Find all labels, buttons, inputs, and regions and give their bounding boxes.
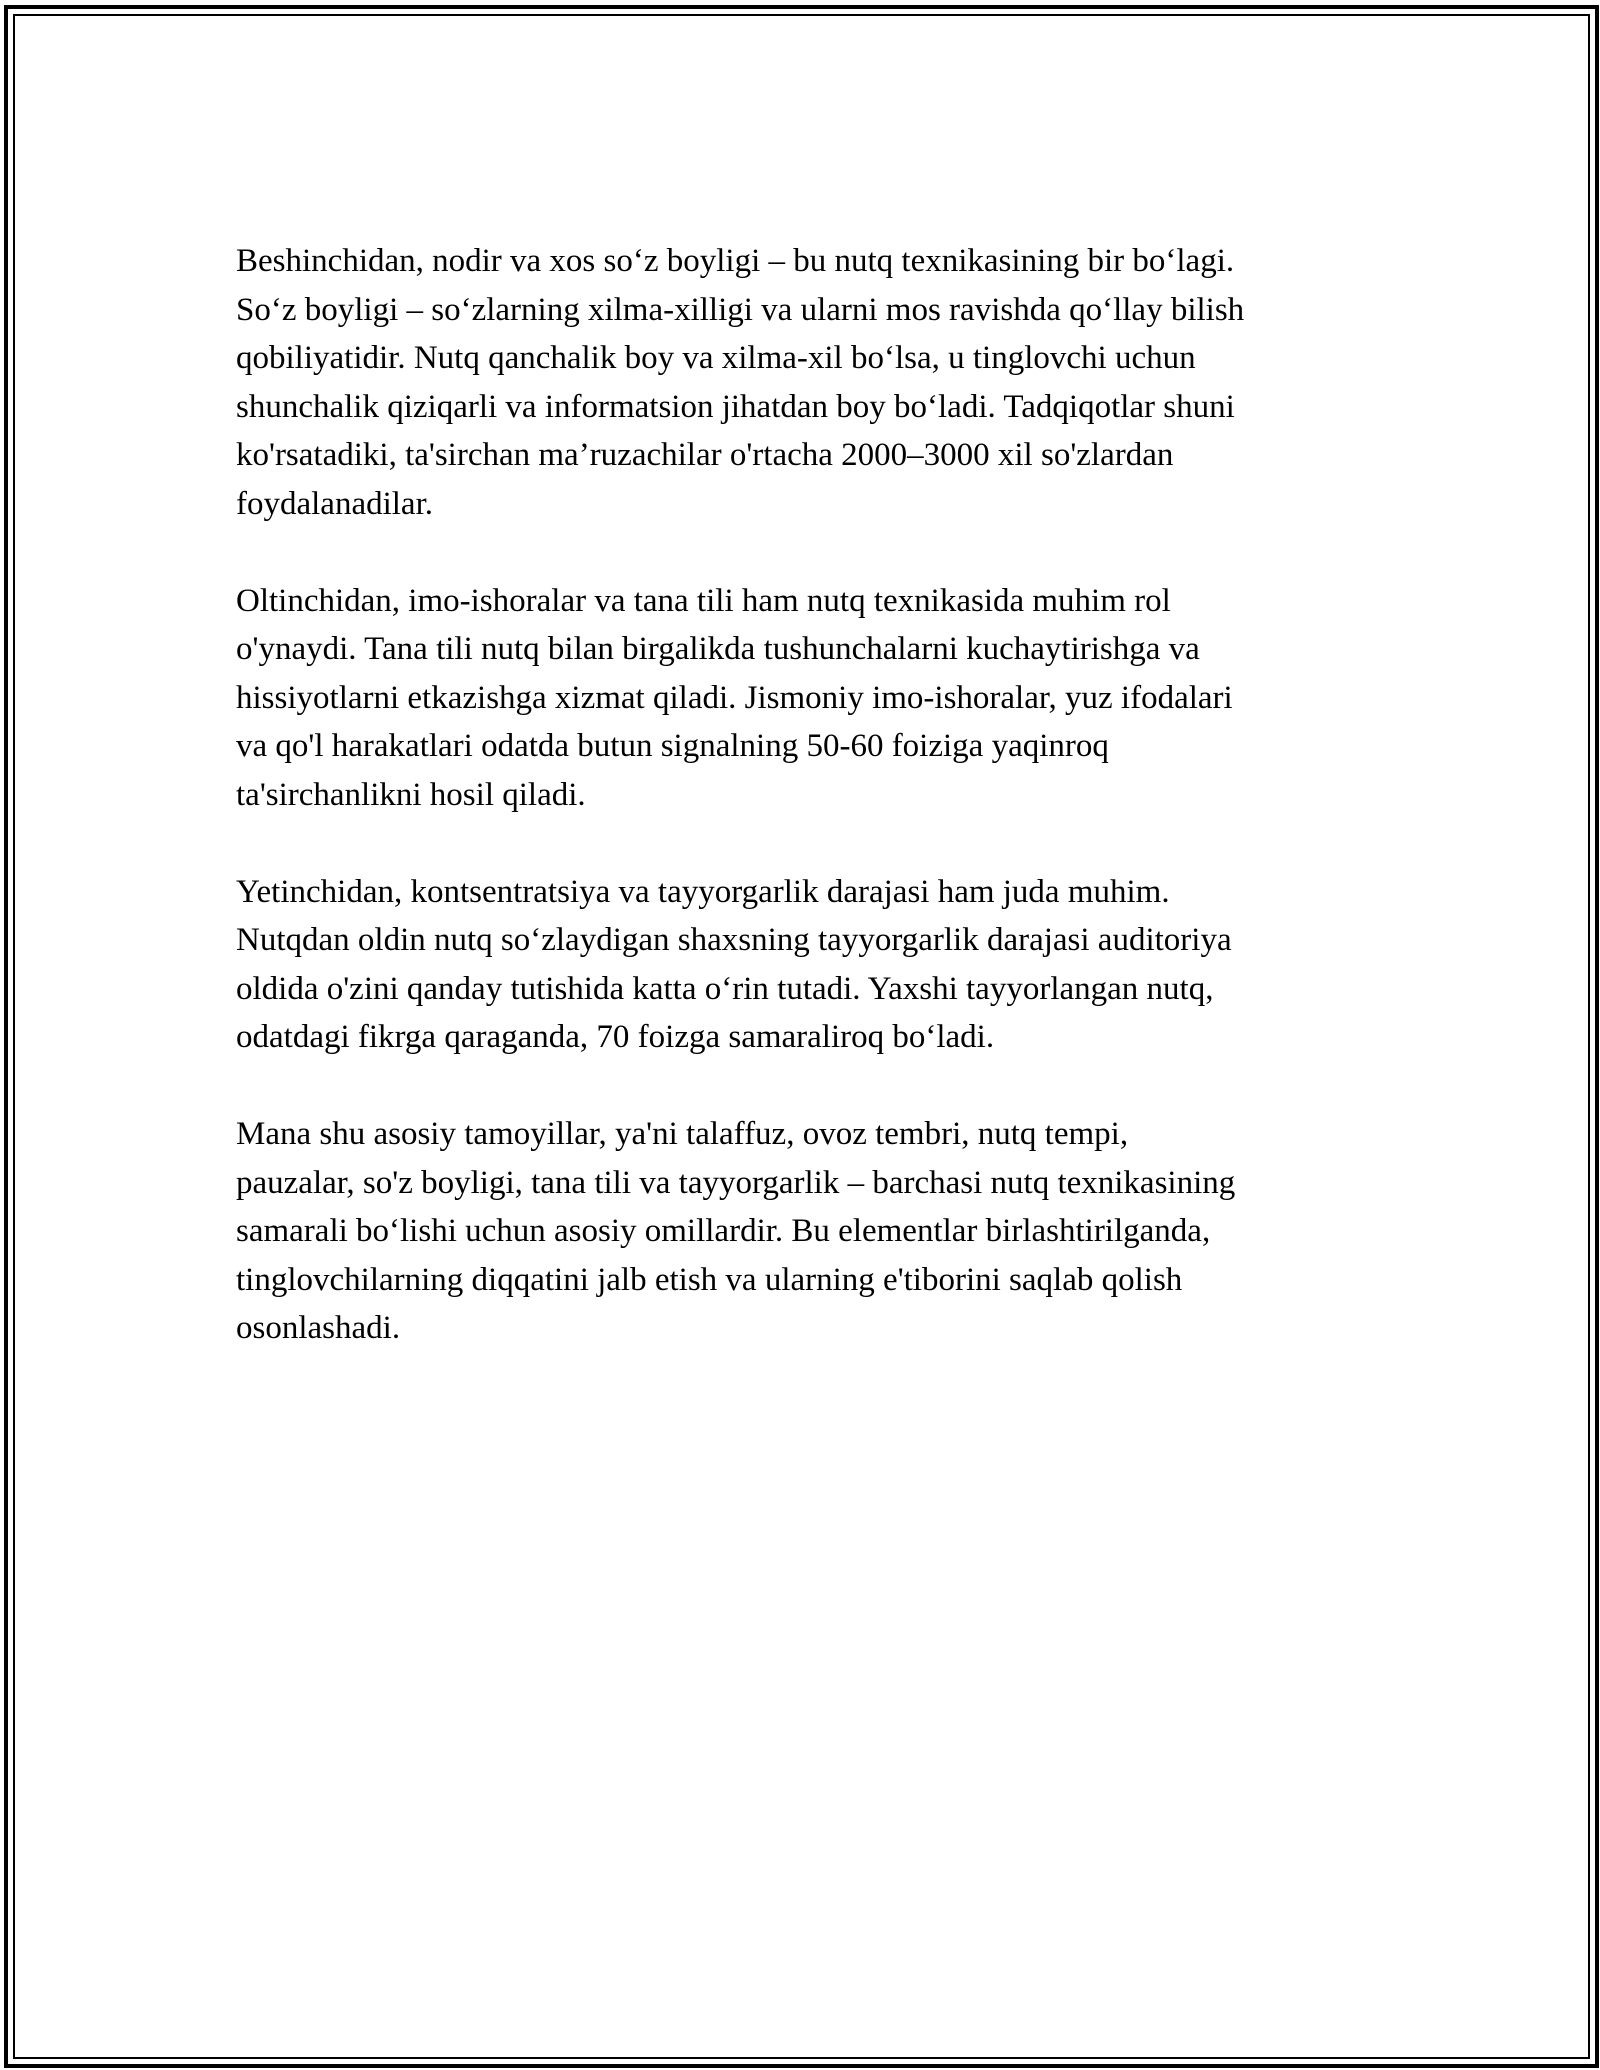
paragraph-fifth-principle: Beshinchidan, nodir va xos so‘z boyligi – bu nutq texnikasining bir bo‘lagi. So‘z boyligi – so‘zlarning xilma-xilligi va ularni mos ravishda qo‘llay bilish qobiliyatidir. Nutq qanchalik boy va xilma-xil bo‘lsa, u tinglovchi uchun shunchalik qiziqarli va informatsion jihatdan boy bo‘ladi. Tadqiqotlar shuni ko'rsatadiki, ta'sirchan ma’ruzachilar o'rtacha 2000–3000 xil so'zlardan foydalanadilar. [236,243,1245,522]
paragraph-conclusion: Mana shu asosiy tamoyillar, ya'ni talaffuz, ovoz tembri, nutq tempi, pauzalar, so'z boyligi, tana tili va tayyorgarlik – barchasi nutq texnikasining samarali bo‘lishi uchun asosiy omillardir. Bu elementlar birlashtirilganda, tinglovchilarning diqqatini jalb etish va ularning e'tiborini saqlab qolish osonlashadi. [236,1116,1236,1346]
document-body [236,237,1366,1401]
paragraph-seventh-principle: Yetinchidan, kontsentratsiya va tayyorgarlik darajasi ham juda muhim. Nutqdan oldin nutq so‘zlaydigan shaxsning tayyorgarlik darajasi auditoriya oldida o'zini qanday tutishida katta o‘rin tutadi. Yaxshi tayyorlangan nutq, odatdagi fikrga qaraganda, 70 foizga samaraliroq bo‘ladi. [236,873,1232,1055]
paragraph-sixth-principle: Oltinchidan, imo-ishoralar va tana tili ham nutq texnikasida muhim rol o'ynaydi. Tana tili nutq bilan birgalikda tushunchalarni kuchaytirishga va hissiyotlarni etkazishga xizmat qiladi. Jismoniy imo-ishoralar, yuz ifodalari va qo'l harakatlari odatda butun signalning 50-60 foiziga yaqinroq ta'sirchanlikni hosil qiladi. [236,582,1233,813]
